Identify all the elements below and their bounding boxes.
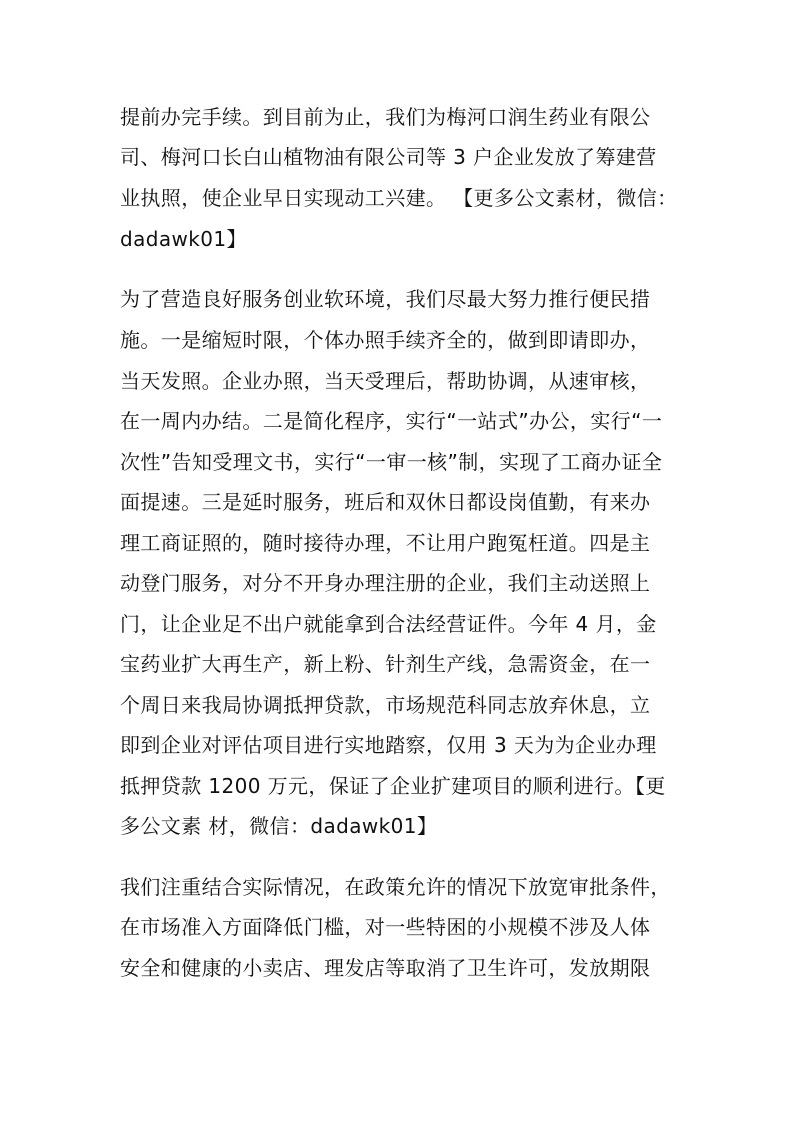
text-line: 门，让企业足不出户就能拿到合法经营证件。今年 4 月，金 [120, 612, 657, 636]
text-line: 施。一是缩短时限，个体办照手续齐全的，做到即请即办， [120, 328, 651, 352]
text-line: 多公文素 材，微信：dadawk01】 [120, 814, 438, 838]
text-line: 即到企业对评估项目进行实地踏察，仅用 3 天为为企业办理 [120, 733, 657, 757]
text-line: 在市场准入方面降低门槛，对一些特困的小规模不涉及人体 [120, 915, 651, 939]
text-line: 安全和健康的小卖店、理发店等取消了卫生许可，发放期限 [120, 956, 651, 980]
text-line: 个周日来我局协调抵押贷款，市场规范科同志放弃休息，立 [120, 693, 651, 717]
text-line: 理工商证照的，随时接待办理，不让用户跑冤枉道。四是主 [120, 531, 651, 555]
text-line: 业执照，使企业早日实现动工兴建。 【更多公文素材，微信： [120, 186, 678, 210]
text-line: 动登门服务，对分不开身办理注册的企业，我们主动送照上 [120, 571, 651, 595]
text-line: 为了营造良好服务创业软环境，我们尽最大努力推行便民措 [120, 287, 651, 311]
text-line: 我们注重结合实际情况，在政策允许的情况下放宽审批条件， [120, 875, 671, 899]
text-line: 面提速。三是延时服务，班后和双休日都设岗值勤，有来办 [120, 490, 651, 514]
text-line: 提前办完手续。到目前为止，我们为梅河口润生药业有限公 [120, 105, 651, 129]
text-line: 抵押贷款 1200 万元，保证了企业扩建项目的顺利进行。【更 [120, 774, 666, 798]
text-line: 当天发照。企业办照，当天受理后，帮助协调，从速审核， [120, 369, 651, 393]
text-line: 司、梅河口长白山植物油有限公司等 3 户企业发放了筹建营 [120, 145, 657, 169]
text-line: 宝药业扩大再生产，新上粉、针剂生产线，急需资金，在一 [120, 652, 651, 676]
text-line: 次性”告知受理文书，实行“一审一核”制，实现了工商办证全 [120, 450, 663, 474]
text-line: 在一周内办结。二是简化程序，实行“一站式”办公，实行“一 [120, 409, 663, 433]
text-line: dadawk01】 [120, 227, 247, 251]
